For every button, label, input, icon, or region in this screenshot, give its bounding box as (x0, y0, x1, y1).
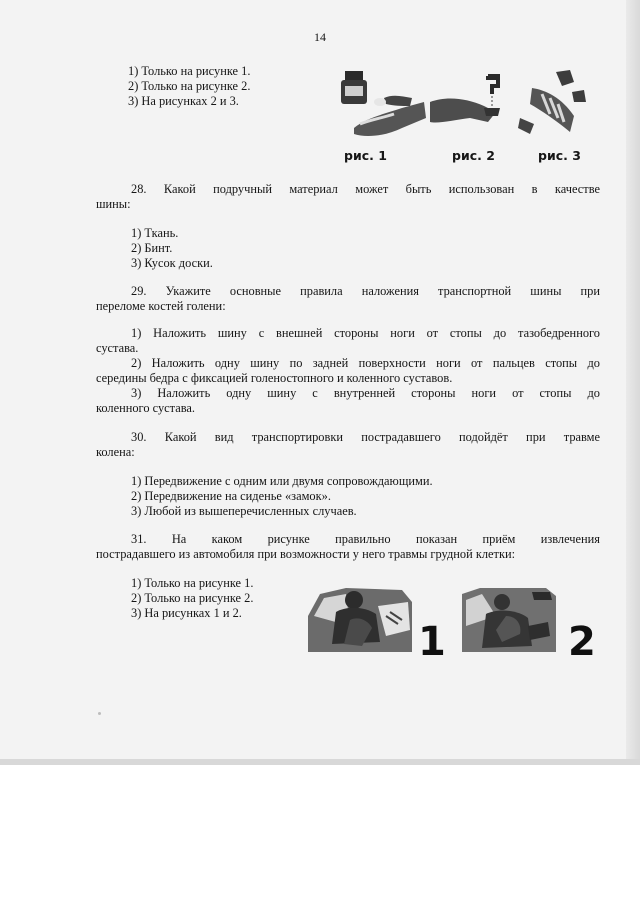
figure-3-illustration (512, 68, 594, 146)
scan-speck (98, 712, 101, 715)
q30-option-3: 3) Любой из вышеперечисленных случаев. (131, 504, 357, 518)
q31-option-3: 3) На рисунках 1 и 2. (131, 606, 242, 620)
q31-question-line-2: пострадавшего из автомобиля при возможности у него травмы грудной клетки: (96, 547, 516, 561)
extraction-figure-1-illustration (306, 586, 414, 654)
q30-question-line-2: колена: (96, 445, 135, 459)
q27-option-2: 2) Только на рисунке 2. (128, 79, 251, 93)
q31-option-1: 1) Только на рисунке 1. (131, 576, 254, 590)
figure-2-caption: рис. 2 (452, 148, 495, 163)
q30-question-line-1: 30. Какой вид транспортировки пострадавшего подойдёт при травме (131, 430, 600, 444)
q31-question-line-1: 31. На каком рисунке правильно показан приём извлечения (131, 532, 600, 546)
q30-option-2: 2) Передвижение на сиденье «замок». (131, 489, 331, 503)
q28-question-line-2: шины: (96, 197, 131, 211)
figure-2-illustration (426, 72, 510, 144)
page-number: 14 (314, 30, 326, 44)
q29-question-line-1: 29. Укажите основные правила наложения транспортной шины при (131, 284, 600, 298)
q28-question-line-1: 28. Какой подручный материал может быть использован в качестве (131, 182, 600, 196)
figure-1-caption: рис. 1 (344, 148, 387, 163)
q29-option-3-line-2: коленного сустава. (96, 401, 196, 415)
q30-option-1: 1) Передвижение с одним или двумя сопровождающими. (131, 474, 433, 488)
q29-question-line-2: переломе костей голени: (96, 299, 226, 313)
extraction-figure-1-number: 1 (418, 619, 446, 665)
q31-option-2: 2) Только на рисунке 2. (131, 591, 254, 605)
q28-option-2: 2) Бинт. (131, 241, 173, 255)
q29-option-2-line-1: 2) Наложить одну шину по задней поверхности ноги от пальцев стопы до (131, 356, 600, 370)
q29-option-1-line-2: сустава. (96, 341, 139, 355)
page-edge-right (626, 0, 640, 765)
q28-option-1: 1) Ткань. (131, 226, 179, 240)
q28-option-3: 3) Кусок доски. (131, 256, 213, 270)
q27-option-1: 1) Только на рисунке 1. (128, 64, 251, 78)
q27-option-3: 3) На рисунках 2 и 3. (128, 94, 239, 108)
q29-option-3-line-1: 3) Наложить одну шину с внутренней стороны ноги от стопы до (131, 386, 600, 400)
page-edge-bottom (0, 759, 640, 765)
q29-option-2-line-2: середины бедра с фиксацией голеностопного и коленного суставов. (96, 371, 453, 385)
extraction-figure-2-number: 2 (568, 619, 596, 665)
extraction-figure-2-illustration (462, 586, 558, 654)
figure-1-illustration (336, 68, 428, 146)
figure-3-caption: рис. 3 (538, 148, 581, 163)
q29-option-1-line-1: 1) Наложить шину с внешней стороны ноги от стопы до тазобедренного (131, 326, 600, 340)
